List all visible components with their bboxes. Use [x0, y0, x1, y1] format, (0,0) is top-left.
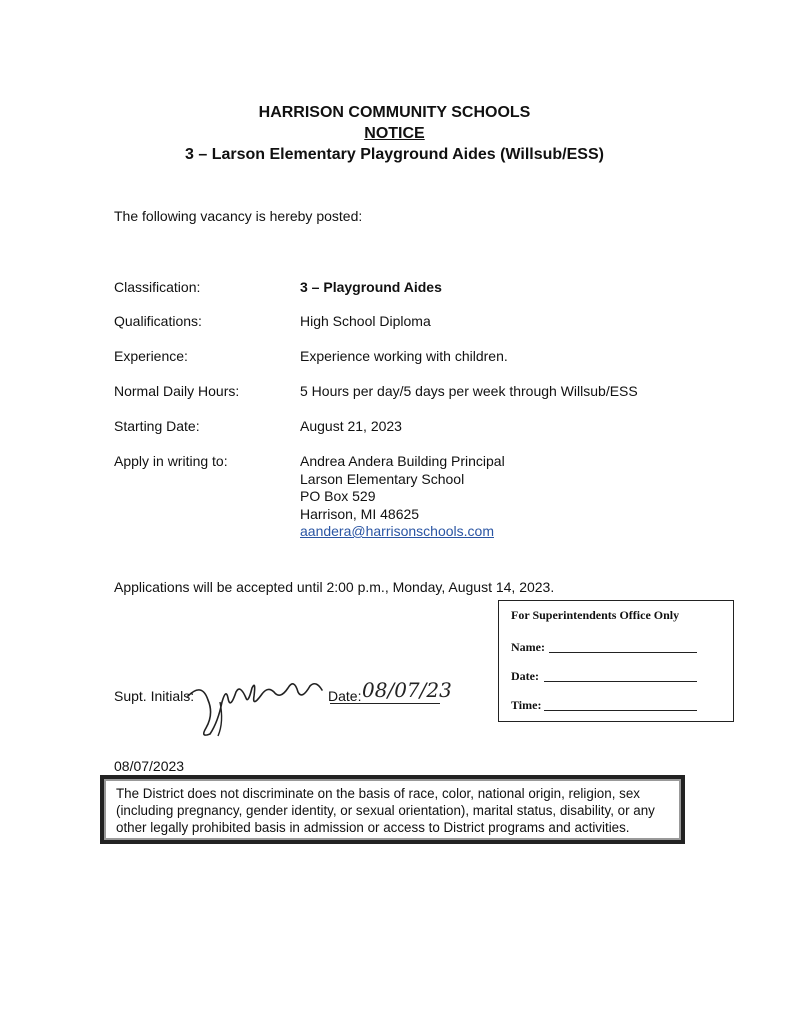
office-time-label: Time:	[511, 698, 542, 712]
nondiscrimination-box	[100, 775, 685, 844]
field-value-experience: Experience working with children.	[300, 348, 508, 364]
office-date-label: Date:	[511, 669, 539, 683]
office-box-title: For Superintendents Office Only	[511, 608, 680, 622]
apply-line: PO Box 529	[300, 488, 376, 504]
field-value-qualifications: High School Diploma	[300, 313, 431, 329]
field-value-hours: 5 Hours per day/5 days per week through Willsub/ESS	[300, 383, 638, 399]
signature-date-line	[330, 703, 440, 704]
field-value-start-date: August 21, 2023	[300, 418, 402, 434]
field-label-start-date: Starting Date:	[114, 418, 200, 434]
handwritten-date: 08/07/23	[362, 678, 452, 702]
apply-line: Larson Elementary School	[300, 470, 465, 487]
apply-line: Andrea Andera Building Principal	[300, 453, 505, 469]
office-name-label: Name:	[511, 640, 545, 654]
apply-line: Harrison, MI 48625	[300, 505, 420, 522]
nondiscrimination-text: The District does not discriminate on the basis of race, color, national origin, religion, sex (including pregnancy, gender identity, or sexual orientation), marital status, disability, or any other legally prohibited basis in admission or access to District programs and activities.	[116, 786, 655, 835]
field-label-qualifications: Qualifications:	[114, 313, 202, 329]
posting-title: 3 – Larson Elementary Playground Aides (Willsub/ESS)	[185, 146, 604, 163]
apply-address	[300, 453, 505, 541]
email-link[interactable]: aandera@harrisonschools.com	[300, 523, 494, 539]
field-label-hours: Normal Daily Hours:	[114, 383, 240, 399]
date-label: Date:	[328, 688, 362, 704]
office-time-line[interactable]	[544, 710, 697, 711]
office-name-line[interactable]	[549, 652, 697, 653]
office-use-box	[498, 600, 734, 722]
deadline-text: Applications will be accepted until 2:00 p.m., Monday, August 14, 2023.	[114, 579, 555, 595]
office-date-line[interactable]	[544, 681, 697, 682]
apply-label: Apply in writing to:	[114, 453, 228, 469]
field-value-classification: 3 – Playground Aides	[300, 279, 442, 295]
posted-date: 08/07/2023	[114, 758, 185, 774]
field-label-experience: Experience:	[114, 348, 188, 364]
initials-label: Supt. Initials:	[114, 688, 195, 704]
notice-heading: NOTICE	[364, 125, 425, 142]
intro-text: The following vacancy is hereby posted:	[114, 208, 363, 224]
field-label-classification: Classification:	[114, 279, 201, 295]
org-title: HARRISON COMMUNITY SCHOOLS	[258, 104, 531, 121]
